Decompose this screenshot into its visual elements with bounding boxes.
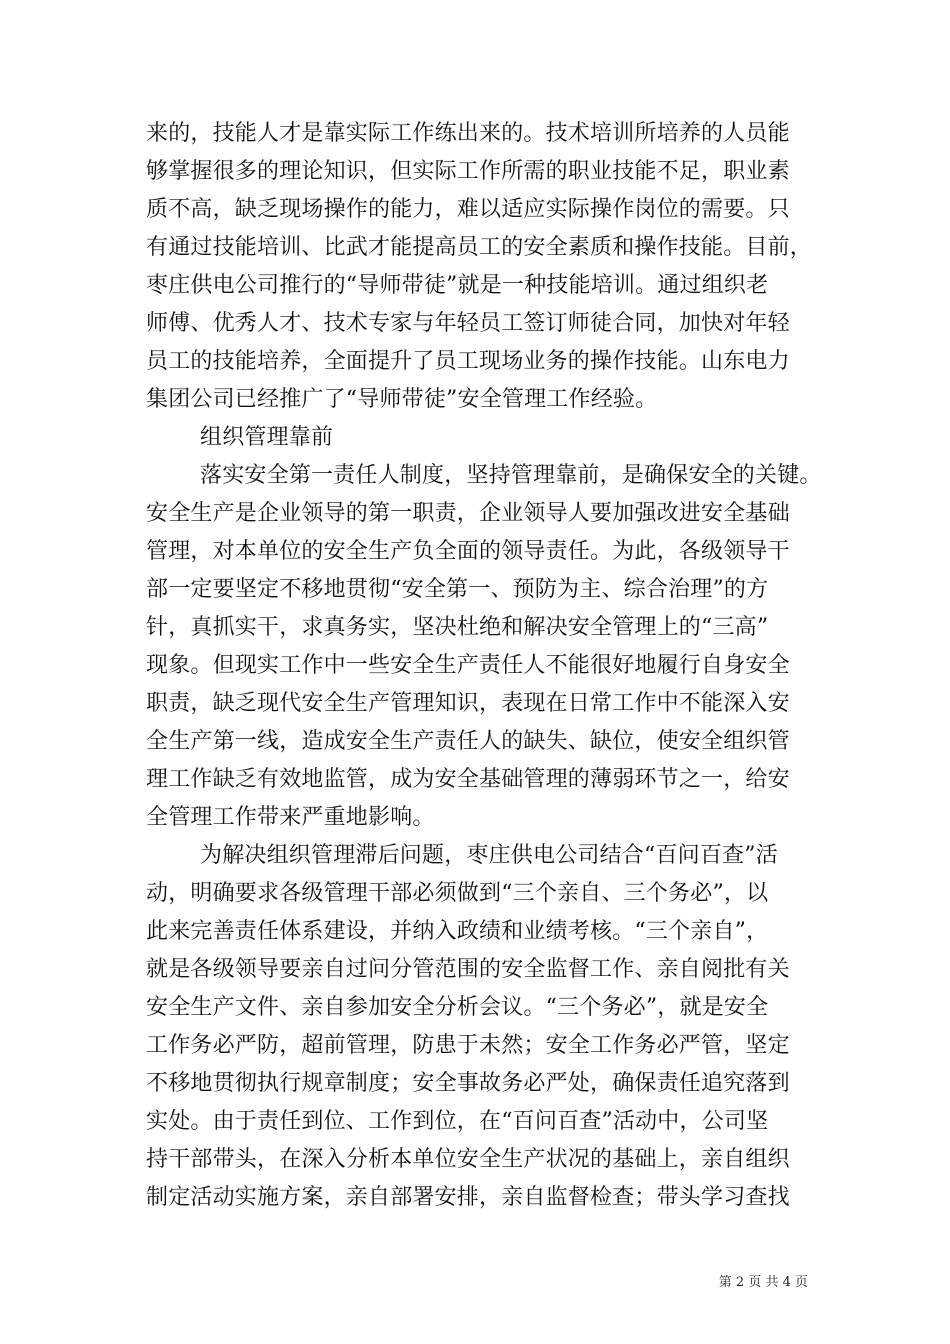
text-line: 就是各级领导要亲自过问分管范围的安全监督工作、亲自阅批有关 bbox=[146, 957, 790, 982]
text-line: 全管理工作带来严重地影响。 bbox=[146, 805, 435, 830]
text-line: 动，明确要求各级管理干部必须做到“三个亲自、三个务必”，以 bbox=[146, 881, 769, 906]
text-line: 安全生产是企业领导的第一职责，企业领导人要加强改进安全基础 bbox=[146, 501, 790, 526]
text-line: 持干部带头，在深入分析本单位安全生产状况的基础上，亲自组织 bbox=[146, 1147, 790, 1172]
text-line: 够掌握很多的理论知识，但实际工作所需的职业技能不足，职业素 bbox=[146, 159, 790, 184]
text-line: 枣庄供电公司推行的“导师带徒”就是一种技能培训。通过组织老 bbox=[146, 273, 769, 298]
text-line: 有通过技能培训、比武才能提高员工的安全素质和操作技能。目前， bbox=[146, 235, 813, 260]
text-line: 部一定要坚定不移地贯彻“安全第一、预防为主、综合治理”的方 bbox=[146, 577, 769, 602]
page-number: 第 2 页 共 4 页 bbox=[718, 1275, 808, 1290]
text-line: 师傅、优秀人才、技术专家与年轻员工签订师徒合同，加快对年轻 bbox=[146, 311, 790, 336]
text-line: 不移地贯彻执行规章制度；安全事故务必严处，确保责任追究落到 bbox=[146, 1071, 790, 1096]
text-line: 来的，技能人才是靠实际工作练出来的。技术培训所培养的人员能 bbox=[146, 121, 790, 146]
text-line: 此来完善责任体系建设，并纳入政绩和业绩考核。“三个亲自”， bbox=[146, 919, 769, 944]
text-line: 全生产第一线，造成安全生产责任人的缺失、缺位，使安全组织管 bbox=[146, 729, 790, 754]
text-line: 落实安全第一责任人制度，坚持管理靠前，是确保安全的关键。 bbox=[200, 463, 822, 488]
text-line: 职责，缺乏现代安全生产管理知识，表现在日常工作中不能深入安 bbox=[146, 691, 790, 716]
section-heading: 组织管理靠前 bbox=[200, 425, 334, 450]
text-line: 理工作缺乏有效地监管，成为安全基础管理的薄弱环节之一，给安 bbox=[146, 767, 790, 792]
text-line: 为解决组织管理滞后问题，枣庄供电公司结合“百问百查”活 bbox=[200, 843, 778, 868]
text-line: 工作务必严防，超前管理，防患于未然；安全工作务必严管，坚定 bbox=[146, 1033, 790, 1058]
text-line: 实处。由于责任到位、工作到位，在“百问百查”活动中，公司坚 bbox=[146, 1109, 769, 1134]
text-line: 制定活动实施方案，亲自部署安排，亲自监督检查；带头学习查找 bbox=[146, 1185, 790, 1210]
text-line: 集团公司已经推广了“导师带徒”安全管理工作经验。 bbox=[146, 387, 658, 412]
text-line: 现象。但现实工作中一些安全生产责任人不能很好地履行自身安全 bbox=[146, 653, 790, 678]
text-line: 员工的技能培养，全面提升了员工现场业务的操作技能。山东电力 bbox=[146, 349, 790, 374]
text-line: 质不高，缺乏现场操作的能力，难以适应实际操作岗位的需要。只 bbox=[146, 197, 790, 222]
text-line: 管理，对本单位的安全生产负全面的领导责任。为此，各级领导干 bbox=[146, 539, 790, 564]
text-line: 安全生产文件、亲自参加安全分析会议。“三个务必”，就是安全 bbox=[146, 995, 769, 1020]
text-line: 针，真抓实干，求真务实，坚决杜绝和解决安全管理上的“三高” bbox=[146, 615, 769, 640]
